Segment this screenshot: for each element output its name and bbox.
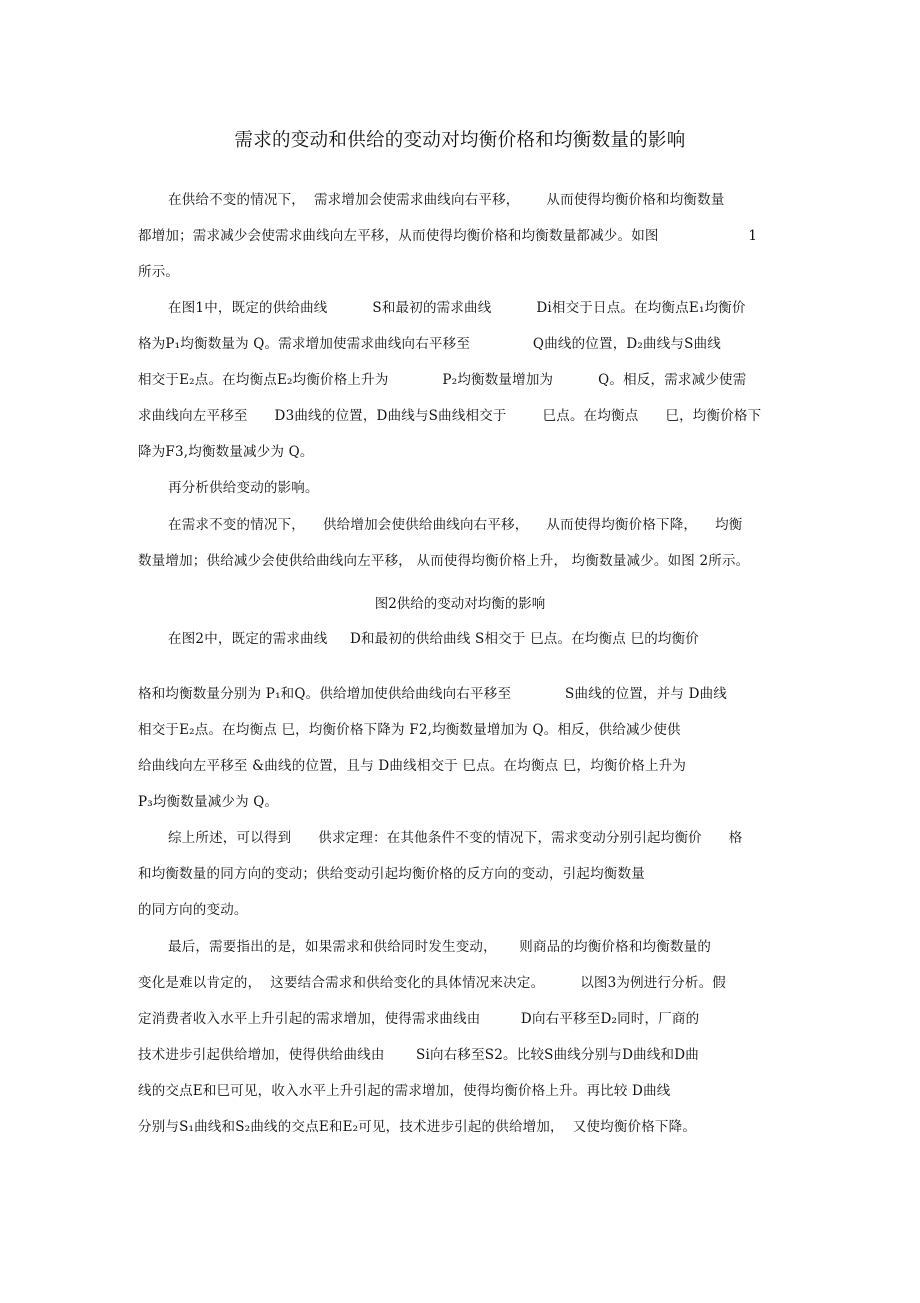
- paragraph-line: 数量增加；供给减少会使供给曲线向左平移， 从而使得均衡价格上升， 均衡数量减少。如图 2所示。: [138, 553, 750, 569]
- paragraph-line: 相交于E₂点。在均衡点E₂均衡价格上升为 P₂均衡数量增加为 Q。相反，需求减少使需: [138, 372, 747, 388]
- paragraph-line: 技术进步引起供给增加，使得供给曲线由 Si向右移至S2。比较S曲线分别与D曲线和D曲: [138, 1047, 699, 1063]
- paragraph-line: 的同方向的变动。: [138, 902, 248, 918]
- paragraph-line: 格为P₁均衡数量为 Q。需求增加使需求曲线向右平移至 Q曲线的位置，D₂曲线与S曲线: [138, 336, 721, 352]
- paragraph-line: 在图2中，既定的需求曲线 D和最初的供给曲线 S相交于 巳点。在均衡点 巳的均衡价: [168, 631, 699, 647]
- paragraph-line: 求曲线向左平移至 D3曲线的位置，D曲线与S曲线相交于 巳点。在均衡点 巳，均衡价格下: [138, 408, 762, 424]
- paragraph-line: 最后，需要指出的是，如果需求和供给同时发生变动， 则商品的均衡价格和均衡数量的: [168, 939, 712, 955]
- paragraph-line: 在供给不变的情况下， 需求增加会使需求曲线向右平移， 从而使得均衡价格和均衡数量: [168, 192, 725, 208]
- paragraph-line: 定消费者收入水平上升引起的需求增加，使得需求曲线由 D向右平移至D₂同时，厂商的: [138, 1011, 700, 1027]
- paragraph-line: 在图1中，既定的供给曲线 S和最初的需求曲线 Di相交于日点。在均衡点E₁均衡价: [168, 300, 746, 316]
- paragraph-line: 线的交点E和巳可见，收入水平上升引起的需求增加，使得均衡价格上升。再比较 D曲线: [138, 1083, 671, 1099]
- paragraph-line: 在需求不变的情况下， 供给增加会使供给曲线向右平移， 从而使得均衡价格下降， 均衡: [168, 517, 743, 533]
- paragraph-line: 格和均衡数量分别为 P₁和Q。供给增加使供给曲线向右平移至 S曲线的位置，并与 D曲线: [138, 686, 728, 702]
- figure-caption: 图2供给的变动对均衡的影响: [374, 596, 546, 612]
- paragraph-line: 降为F3,均衡数量减少为 Q。: [138, 444, 314, 460]
- paragraph-line: 给曲线向左平移至 &曲线的位置，且与 D曲线相交于 巳点。在均衡点 巳，均衡价格上升为: [138, 758, 687, 774]
- paragraph-line: 综上所述，可以得到 供求定理：在其他条件不变的情况下，需求变动分别引起均衡价 格: [168, 830, 743, 846]
- paragraph-line: 变化是难以肯定的， 这要结合需求和供给变化的具体情况来决定。 以图3为例进行分析。假: [138, 975, 727, 991]
- paragraph-line: 所示。: [138, 264, 180, 280]
- paragraph-line: 分别与S₁曲线和S₂曲线的交点E和E₂可见，技术进步引起的供给增加， 又使均衡价格下降。: [138, 1119, 697, 1135]
- paragraph-line: 和均衡数量的同方向的变动；供给变动引起均衡价格的反方向的变动，引起均衡数量: [138, 866, 645, 882]
- document-title: 需求的变动和供给的变动对均衡价格和均衡数量的影响: [234, 130, 686, 151]
- paragraph-line: 相交于E₂点。在均衡点 巳，均衡价格下降为 F2,均衡数量增加为 Q。相反，供给减少使供: [138, 722, 681, 738]
- paragraph-line: 再分析供给变动的影响。: [168, 480, 319, 496]
- paragraph-line: 都增加；需求减少会使需求曲线向左平移，从而使得均衡价格和均衡数量都减少。如图 1: [138, 228, 758, 244]
- paragraph-line: P₃均衡数量减少为 Q。: [138, 794, 279, 810]
